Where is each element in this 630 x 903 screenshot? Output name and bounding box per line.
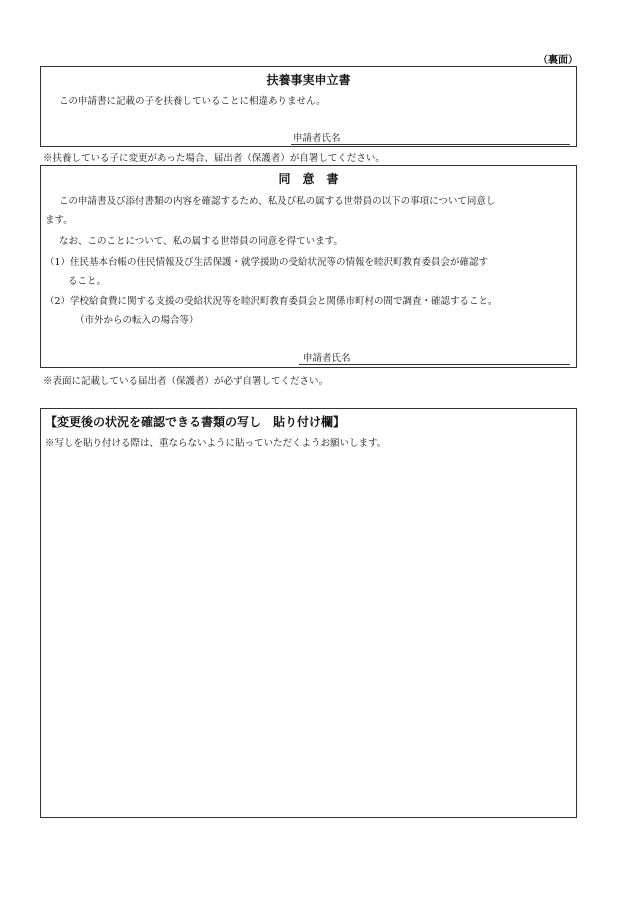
consent-item-1a: （1）住民基本台帳の住民情報及び生活保護・就学援助の受給状況等の情報を睦沢町教育委員会が確認す — [45, 257, 489, 268]
support-declaration-box — [40, 66, 577, 147]
support-declaration-text: この申請書に記載の子を扶養していることに相違ありません。 — [59, 96, 326, 107]
consent-item-1b: ること。 — [68, 276, 107, 287]
consent-applicant-name-label: 申請者氏名 — [303, 353, 351, 364]
attachment-note: ※写しを貼り付ける際は、重ならないように貼っていただくようお願いします。 — [45, 438, 387, 449]
applicant-name-line[interactable] — [291, 130, 570, 145]
support-change-note: ※扶養している子に変更があった場合、届出者（保護者）が自署してください。 — [43, 153, 385, 164]
attachment-paste-area — [40, 408, 577, 818]
self-sign-note: ※表面に記載している届出者（保護者）が必ず自署してください。 — [43, 376, 329, 387]
back-side-label: （裏面） — [538, 55, 578, 66]
support-declaration-title: 扶養事実申立書 — [266, 73, 351, 87]
consent-box — [40, 165, 577, 368]
consent-line-2: ます。 — [45, 215, 73, 226]
consent-applicant-name-line[interactable] — [299, 350, 570, 365]
consent-line-1: この申請書及び添付書類の内容を確認するため、私及び私の属する世帯員の以下の事項について同意し — [59, 196, 496, 207]
consent-title: 同 意 書 — [278, 172, 339, 186]
consent-line-3: なお、このことについて、私の属する世帯員の同意を得ています。 — [59, 236, 343, 247]
attachment-title: 【変更後の状況を確認できる書類の写し 貼り付け欄】 — [45, 415, 346, 429]
consent-item-2: （2）学校給食費に関する支援の受給状況等を睦沢町教育委員会と関係市町村の間で調査・確認すること。 — [45, 296, 498, 307]
consent-item-2-sub: （市外からの転入の場合等） — [75, 315, 199, 326]
applicant-name-label: 申請者氏名 — [293, 133, 341, 144]
